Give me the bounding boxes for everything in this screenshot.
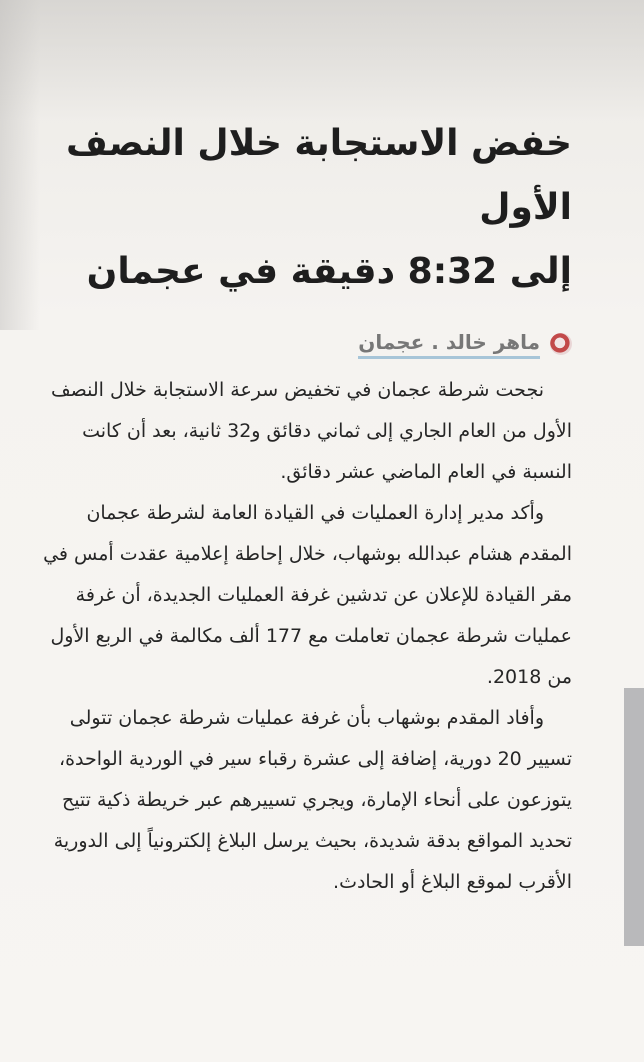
page-edge-strip	[624, 688, 644, 946]
page-shadow-left	[0, 0, 40, 330]
paragraph-2: وأكد مدير إدارة العمليات في القيادة العامة لشرطة عجمان المقدم هشام عبدالله بوشهاب، خلال إحاطة إعلامية عقدت أمس في مقر القيادة للإعلان عن تدشين غرفة العمليات الجديدة، أن غرفة عمليات شرطة عجمان تعاملت مع 177 ألف مكالمة في الربع الأول من 2018.	[43, 502, 572, 688]
byline-text: ماهر خالد . عجمان	[358, 330, 540, 359]
headline	[40, 112, 572, 304]
headline-line-2: إلى 8:32 دقيقة في عجمان	[86, 251, 572, 292]
byline	[40, 324, 572, 364]
article	[40, 112, 572, 903]
page-shadow-top	[0, 0, 644, 120]
headline-line-1: خفض الاستجابة خلال النصف الأول	[65, 123, 572, 228]
paragraph-3: وأفاد المقدم بوشهاب بأن غرفة عمليات شرطة عجمان تتولى تسيير 20 دورية، إضافة إلى عشرة رقباء سير في الوردية الواحدة، يتوزعون على أنحاء الإمارة، ويجري تسييرهم عبر خريطة ذكية تتيح تحديد المواقع بدقة شديدة، بحيث يرسل البلاغ إلكترونياً إلى الدورية الأقرب لموقع البلاغ أو الحادث.	[53, 707, 572, 893]
quill-icon	[550, 333, 572, 355]
paragraph-1: نجحت شرطة عجمان في تخفيض سرعة الاستجابة خلال النصف الأول من العام الجاري إلى ثماني دقائق و32 ثانية، بعد أن كانت النسبة في العام الماضي عشر دقائق.	[51, 379, 572, 483]
article-body	[40, 370, 572, 903]
